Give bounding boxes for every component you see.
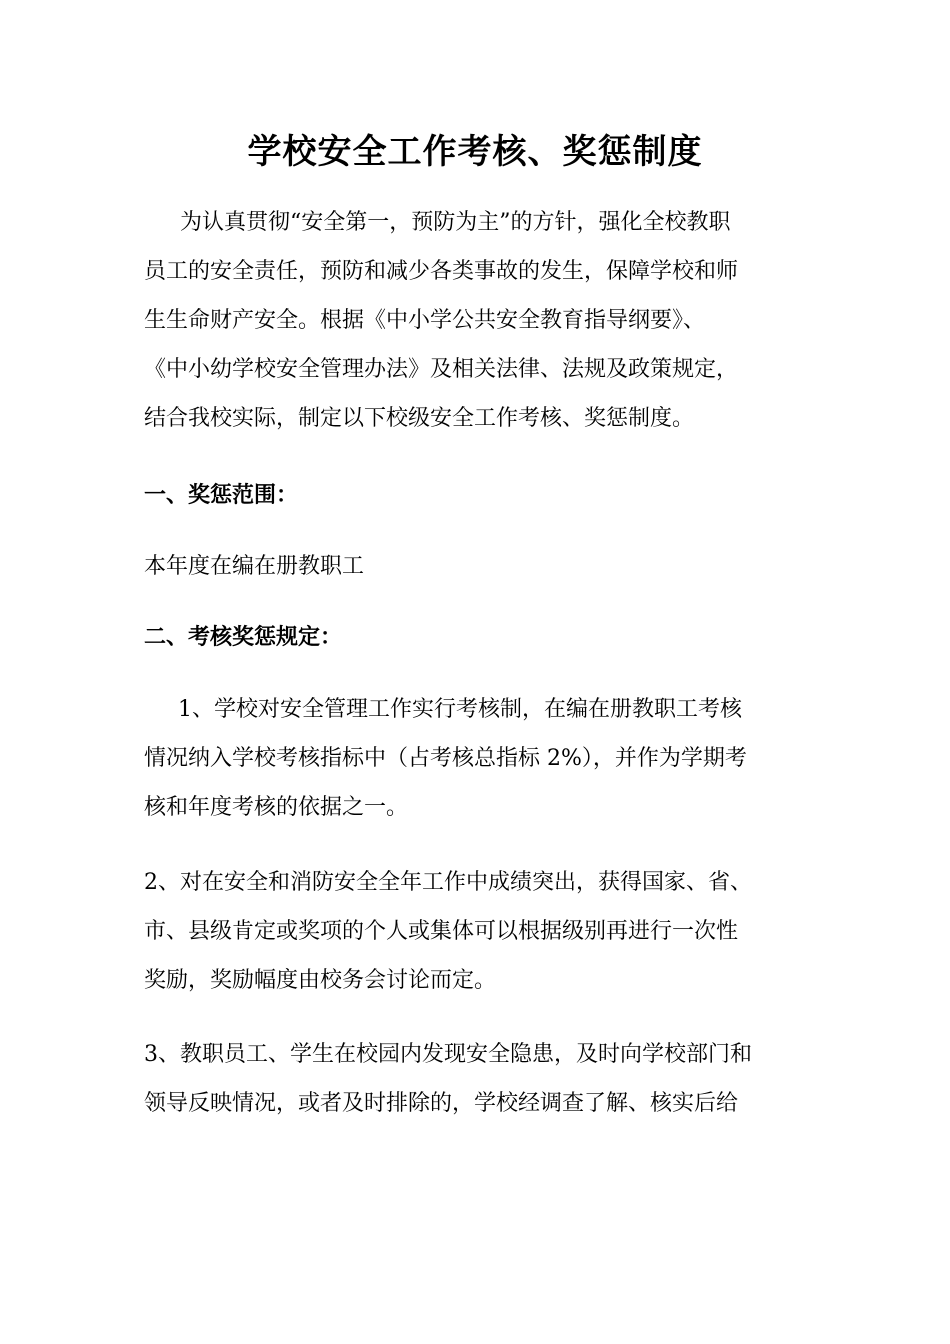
intro-paragraph xyxy=(144,198,808,443)
rule-line: 市、县级肯定或奖项的个人或集体可以根据级别再进行一次性 xyxy=(144,919,739,944)
page-title: 学校安全工作考核、奖惩制度 xyxy=(247,132,703,172)
intro-line: 结合我校实际，制定以下校级安全工作考核、奖惩制度。 xyxy=(144,406,695,431)
rule-item-2 xyxy=(144,858,808,1005)
rule-line: 2、对在安全和消防安全全年工作中成绩突出，获得国家、省、 xyxy=(144,870,752,895)
intro-line: 生生命财产安全。根据《中小学公共安全教育指导纲要》、 xyxy=(144,308,706,333)
rule-item-1 xyxy=(144,685,808,832)
rule-line: 奖励，奖励幅度由校务会讨论而定。 xyxy=(144,968,497,993)
rule-line: 3、教职员工、学生在校园内发现安全隐患，及时向学校部门和 xyxy=(144,1042,752,1067)
rule-line: 领导反映情况，或者及时排除的，学校经调查了解、核实后给 xyxy=(144,1091,739,1116)
section-heading-rules: 二、考核奖惩规定： xyxy=(144,625,343,650)
section-heading-scope: 一、奖惩范围： xyxy=(144,483,299,508)
scope-line: 本年度在编在册教职工 xyxy=(144,554,365,579)
rule-line: 情况纳入学校考核指标中（占考核总指标 2%），并作为学期考 xyxy=(144,746,747,771)
section-body-scope xyxy=(144,542,808,591)
intro-line: 员工的安全责任，预防和减少各类事故的发生，保障学校和师 xyxy=(144,259,739,284)
rule-line: 1、学校对安全管理工作实行考核制，在编在册教职工考核 xyxy=(178,697,742,722)
intro-line: 为认真贯彻“安全第一，预防为主”的方针，强化全校教职 xyxy=(180,210,731,235)
intro-line: 《中小幼学校安全管理办法》及相关法律、法规及政策规定， xyxy=(144,357,739,382)
rule-item-3 xyxy=(144,1030,808,1128)
rule-line: 核和年度考核的依据之一。 xyxy=(144,795,409,820)
